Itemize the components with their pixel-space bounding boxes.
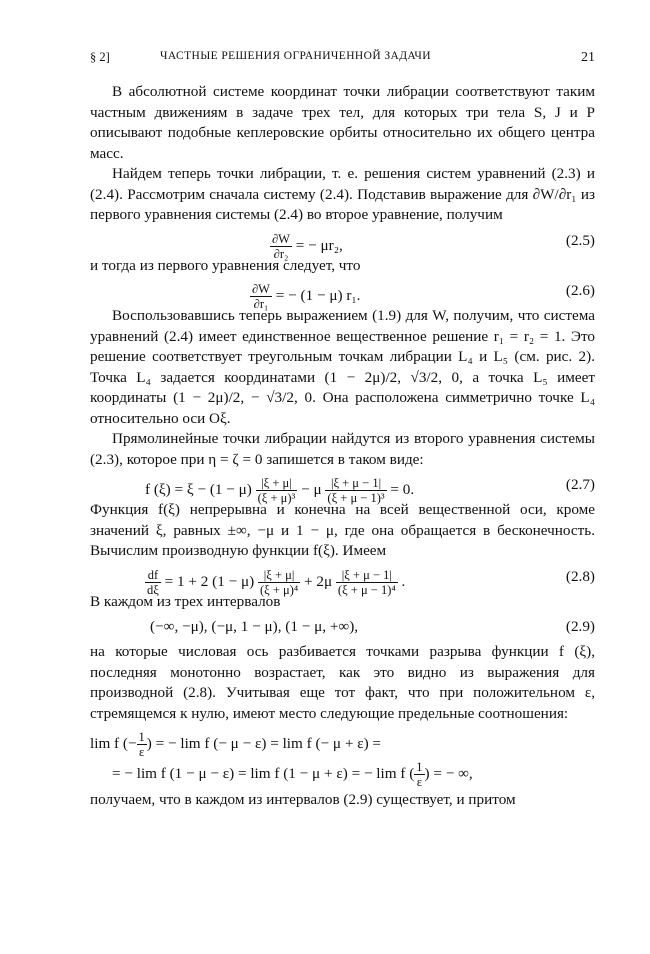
paragraph-9: получаем, что в каждом из интервалов (2.9) существует, и притом xyxy=(90,791,516,808)
equation-part: + 2μ xyxy=(304,572,333,590)
denominator: ∂r₂ xyxy=(273,246,289,261)
numerator: ∂W xyxy=(272,231,290,246)
equation-part: = 0. xyxy=(390,480,415,498)
equation-part: = − lim f (1 − μ − ε) = lim f (1 − μ + ε) = − lim f ( xyxy=(112,764,415,782)
paragraph-2: Найдем теперь точки либрации, т. е. решения систем уравнений (2.3) и (2.4). Рассмотрим сначала систему (2.4). Подставив выражение для ∂W/∂r₁ из первого уравнения системы (2.4) во второе уравнение, получим xyxy=(90,165,595,223)
fraction xyxy=(336,568,398,597)
paragraph-4: Воспользовавшись теперь выражением (1.9) для W, получим, что система уравнений (2.4) имеет единственное вещественное решение r₁ = r₂ = 1. Это решение соответствует треугольным точкам либрации L₄ и L₅ (см. рис. 2). Точка L₄ задается координатами (1 − 2μ)/2, √3/2, 0, а точка L₅ имеет координаты (1 − 2μ)/2, − √3/2, 0. Она расположена симметрично точке L₄ относительно оси Oξ. xyxy=(90,307,595,427)
limit-relation-1 xyxy=(90,724,595,759)
denominator: dξ xyxy=(147,582,159,597)
equation-part: lim f (− xyxy=(90,734,137,752)
equation-2-8 xyxy=(90,562,595,597)
fraction xyxy=(250,282,272,311)
equation-part: . xyxy=(401,572,406,590)
equation-rhs: = − (1 − μ) r₁. xyxy=(275,286,361,304)
equation-number: (2.9) xyxy=(565,618,595,635)
equation-2-9 xyxy=(90,612,595,642)
section-number: § 2] xyxy=(90,50,110,64)
numerator: |ξ + μ| xyxy=(258,568,300,583)
fraction xyxy=(258,568,300,597)
numerator: |ξ + μ − 1| xyxy=(325,476,386,491)
equation-number: (2.8) xyxy=(565,567,595,585)
denominator: (ξ + μ − 1)⁴ xyxy=(337,582,396,597)
denominator: ε xyxy=(416,775,423,789)
chapter-title: ЧАСТНЫЕ РЕШЕНИЯ ОГРАНИЧЕННОЙ ЗАДАЧИ xyxy=(160,50,431,62)
denominator: (ξ + μ − 1)³ xyxy=(327,491,385,505)
numerator: |ξ + μ| xyxy=(256,476,298,491)
equation-number: (2.6) xyxy=(565,282,595,299)
fraction xyxy=(145,568,161,597)
equation-2-6 xyxy=(90,276,595,311)
paragraph-7: В каждом из трех интервалов xyxy=(90,592,281,610)
equation-2-5 xyxy=(90,226,595,261)
running-head xyxy=(90,50,595,68)
equation-part: ) = − ∞, xyxy=(424,764,473,782)
equation-part: f (ξ) = ξ − (1 − μ) xyxy=(145,480,252,498)
paragraph-8: на которые числовая ось разбивается точками разрыва функции f (ξ), последняя монотонно возрастает, как это видно из выражения для производной (2.8). Учитывая еще тот факт, что при положительном ε, стремящемся к нулю, имеют место следующие предельные соотношения: xyxy=(90,643,595,722)
fraction xyxy=(325,476,386,505)
paragraph-3: и тогда из первого уравнения следует, что xyxy=(90,256,361,274)
denominator: ∂r₁ xyxy=(253,297,269,311)
denominator: ε xyxy=(139,745,145,759)
equation-2-7 xyxy=(90,470,595,505)
fraction xyxy=(256,476,298,505)
numerator: 1 xyxy=(138,730,145,744)
fraction xyxy=(270,232,292,261)
paragraph-1: В абсолютной системе координат точки либрации соответствуют таким частным движениям в задаче трех тел, для которых три тела S, J и P описывают подобные кеплеровские орбиты относительно их общего центра масс. xyxy=(90,83,595,162)
denominator: (ξ + μ)³ xyxy=(257,491,296,505)
numerator: |ξ + μ − 1| xyxy=(336,568,398,583)
numerator: ∂W xyxy=(252,282,270,296)
fraction xyxy=(414,760,424,789)
equation-part: ) = − lim f (− μ − ε) = lim f (− μ + ε) = xyxy=(146,734,382,752)
limit-relation-2 xyxy=(90,754,595,789)
equation-part: − μ xyxy=(301,480,322,498)
denominator: (ξ + μ)⁴ xyxy=(259,582,299,597)
paragraph-5: Прямолинейные точки либрации найдутся из второго уравнения системы (2.3), которое при η = ζ = 0 запишется в таком виде: xyxy=(90,430,595,468)
paragraph-6: Функция f(ξ) непрерывна и конечна на всей вещественной оси, кроме значений ξ, равных ±∞, −μ и 1 − μ, где она обращается в бесконечность. Вычислим производную функции f(ξ). Имеем xyxy=(90,501,595,559)
equation-number: (2.7) xyxy=(565,476,595,493)
page-number: 21 xyxy=(581,50,595,65)
numerator: 1 xyxy=(416,760,423,774)
equation-number: (2.5) xyxy=(565,231,595,249)
page-body xyxy=(90,82,595,811)
equation-part: = 1 + 2 (1 − μ) xyxy=(164,572,255,590)
numerator: df xyxy=(145,568,161,583)
equation-rhs: = − μr₂, xyxy=(295,236,343,254)
equation-text: (−∞, −μ), (−μ, 1 − μ), (1 − μ, +∞), xyxy=(150,618,359,635)
